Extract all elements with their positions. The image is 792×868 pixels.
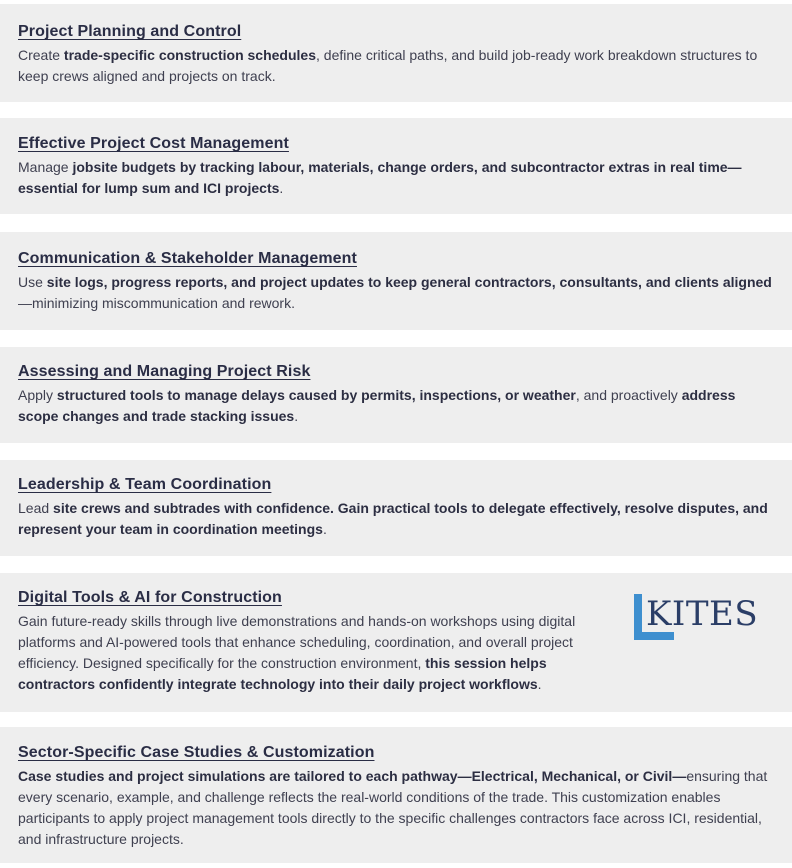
section-title: Assessing and Managing Project Risk <box>18 363 311 380</box>
section-title: Communication & Stakeholder Management <box>18 250 357 267</box>
section-body <box>18 385 774 427</box>
text-run: —minimizing miscommunication and rework. <box>18 295 295 311</box>
section-body <box>18 157 774 199</box>
logo-wordmark: KITES <box>646 594 759 634</box>
section-card <box>0 460 792 556</box>
section-card <box>0 4 792 102</box>
section-card <box>0 347 792 443</box>
kites-logo <box>634 594 768 642</box>
bold-text-run: site crews and subtrades with confidence. Gain practical tools to delegate effectively, resolve disputes, and represent your team in coordination meetings <box>18 500 768 537</box>
section-body <box>18 766 774 850</box>
section-body <box>18 498 774 540</box>
bold-text-run: structured tools to manage delays caused by permits, inspections, or weather <box>56 387 576 403</box>
section-card <box>0 118 792 214</box>
bold-text-run: Case studies and project simulations are tailored to each pathway—Electrical, Mechanical, or Civil— <box>18 768 687 784</box>
text-run: . <box>322 521 327 537</box>
section-card <box>0 727 792 863</box>
text-run: Apply <box>18 387 57 403</box>
section-title: Effective Project Cost Management <box>18 135 289 152</box>
section-title: Sector-Specific Case Studies & Customization <box>18 744 375 761</box>
section-title: Digital Tools & AI for Construction <box>18 589 282 606</box>
text-run: , define critical paths, and build job-ready work breakdown structures to keep crews aligned and projects on track. <box>18 47 758 84</box>
section-card <box>0 232 792 330</box>
text-run: Manage <box>18 159 73 175</box>
bold-text-run: jobsite budgets by tracking labour, materials, change orders, and subcontractor extras in real time—essential for lump sum and ICI projects <box>18 159 742 196</box>
section-body <box>18 45 774 87</box>
text-run: Gain future-ready skills through live demonstrations and hands-on workshops using digital platforms and AI-powered tools that enhance scheduling, coordination, and overall project efficiency. Designed specifically for the construction environment, <box>18 613 576 671</box>
text-run: ensuring that every scenario, example, and challenge reflects the real-world conditions of the trade. This customization enables participants to apply project management tools directly to the specific challenges contractors face across ICI, residential, and infrastructure projects. <box>18 768 768 847</box>
text-run: Create <box>18 47 64 63</box>
text-run: . <box>537 676 542 692</box>
text-run: . <box>294 408 299 424</box>
section-body <box>18 272 774 314</box>
bold-text-run: trade-specific construction schedules <box>63 47 316 63</box>
bold-text-run: site logs, progress reports, and project updates to keep general contractors, consultants, and clients aligned <box>46 274 772 290</box>
section-title: Project Planning and Control <box>18 23 242 40</box>
bold-text-run: address scope changes and trade stacking issues <box>18 387 736 424</box>
section-title: Leadership & Team Coordination <box>18 476 272 493</box>
text-run: , and proactively <box>575 387 682 403</box>
text-run: Use <box>18 274 47 290</box>
section-body <box>18 611 618 695</box>
text-run: . <box>279 180 284 196</box>
text-run: Lead <box>18 500 54 516</box>
bold-text-run: this session helps contractors confidently integrate technology into their daily project workflows <box>18 655 547 692</box>
